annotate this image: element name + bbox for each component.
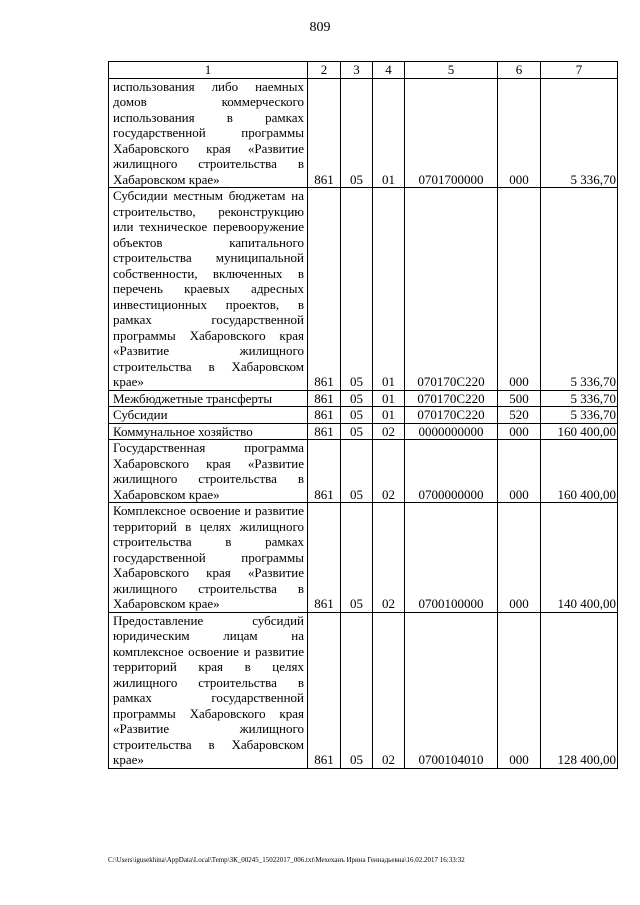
row-section: 05 (341, 188, 373, 391)
row-expense-type: 520 (498, 407, 541, 424)
row-section: 05 (341, 407, 373, 424)
row-amount: 160 400,00 (541, 423, 618, 440)
row-section: 05 (341, 503, 373, 613)
row-admin-code: 861 (308, 503, 341, 613)
header-col-6: 6 (498, 62, 541, 79)
table-row (109, 440, 618, 503)
row-admin-code: 861 (308, 407, 341, 424)
row-target-article: 0701700000 (405, 78, 498, 188)
row-admin-code: 861 (308, 188, 341, 391)
row-admin-code: 861 (308, 423, 341, 440)
row-expense-type: 000 (498, 440, 541, 503)
row-name: Субсидии (109, 407, 308, 424)
row-target-article: 0700000000 (405, 440, 498, 503)
row-expense-type: 000 (498, 503, 541, 613)
table-row (109, 423, 618, 440)
row-subsection: 02 (373, 612, 405, 768)
row-name: использования либо наемных домов коммерческого использования в рамках государственной программы Хабаровского края «Развитие жилищного строительства в Хабаровском крае» (109, 78, 308, 188)
row-target-article: 0700100000 (405, 503, 498, 613)
row-admin-code: 861 (308, 78, 341, 188)
row-subsection: 02 (373, 423, 405, 440)
header-col-4: 4 (373, 62, 405, 79)
header-col-2: 2 (308, 62, 341, 79)
row-amount: 160 400,00 (541, 440, 618, 503)
row-expense-type: 500 (498, 390, 541, 407)
row-target-article: 0700104010 (405, 612, 498, 768)
row-subsection: 02 (373, 440, 405, 503)
row-amount: 5 336,70 (541, 188, 618, 391)
row-amount: 128 400,00 (541, 612, 618, 768)
table-row (109, 188, 618, 391)
row-subsection: 01 (373, 78, 405, 188)
row-expense-type: 000 (498, 612, 541, 768)
table-row (109, 390, 618, 407)
row-section: 05 (341, 440, 373, 503)
table-body (109, 78, 618, 768)
row-section: 05 (341, 423, 373, 440)
row-name: Государственная программа Хабаровского края «Развитие жилищного строительства в Хабаровском крае» (109, 440, 308, 503)
table-row (109, 407, 618, 424)
header-col-7: 7 (541, 62, 618, 79)
row-expense-type: 000 (498, 423, 541, 440)
row-admin-code: 861 (308, 440, 341, 503)
row-target-article: 0000000000 (405, 423, 498, 440)
table-row (109, 78, 618, 188)
row-name: Субсидии местным бюджетам на строительство, реконструкцию или техническое перевооружение объектов капитального строительства муниципальной собственности, включенных в перечень краевых адресных инвестиционных проектов, в рамках государственной программы Хабаровского края «Развитие жилищного строительства в Хабаровском крае» (109, 188, 308, 391)
row-target-article: 070170С220 (405, 407, 498, 424)
header-col-1: 1 (109, 62, 308, 79)
header-col-3: 3 (341, 62, 373, 79)
file-path-footer: C:\Users\igusekhina\AppData\Local\Temp\ЗК_00245_15022017_006.txt\Мехеханъ Ирина Геннадьевна\16.02.2017 16:33:32 (108, 856, 465, 864)
row-amount: 5 336,70 (541, 78, 618, 188)
row-section: 05 (341, 612, 373, 768)
row-admin-code: 861 (308, 390, 341, 407)
row-amount: 5 336,70 (541, 407, 618, 424)
row-subsection: 02 (373, 503, 405, 613)
row-subsection: 01 (373, 390, 405, 407)
row-name: Предоставление субсидий юридическим лицам на комплексное освоение и развитие территорий края в целях жилищного строительства в рамках государственной программы Хабаровского края «Развитие жилищного строительства в Хабаровском крае» (109, 612, 308, 768)
row-expense-type: 000 (498, 188, 541, 391)
row-name: Коммунальное хозяйство (109, 423, 308, 440)
table-row (109, 503, 618, 613)
row-amount: 140 400,00 (541, 503, 618, 613)
header-col-5: 5 (405, 62, 498, 79)
row-name: Межбюджетные трансферты (109, 390, 308, 407)
row-section: 05 (341, 390, 373, 407)
row-section: 05 (341, 78, 373, 188)
budget-table (108, 61, 618, 769)
page-number: 809 (309, 20, 331, 35)
table-row (109, 612, 618, 768)
row-subsection: 01 (373, 407, 405, 424)
row-admin-code: 861 (308, 612, 341, 768)
row-name: Комплексное освоение и развитие территорий в целях жилищного строительства в рамках государственной программы Хабаровского края «Развитие жилищного строительства в Хабаровском крае» (109, 503, 308, 613)
header-row (109, 62, 618, 79)
row-amount: 5 336,70 (541, 390, 618, 407)
row-subsection: 01 (373, 188, 405, 391)
row-target-article: 070170С220 (405, 390, 498, 407)
row-target-article: 070170С220 (405, 188, 498, 391)
row-expense-type: 000 (498, 78, 541, 188)
